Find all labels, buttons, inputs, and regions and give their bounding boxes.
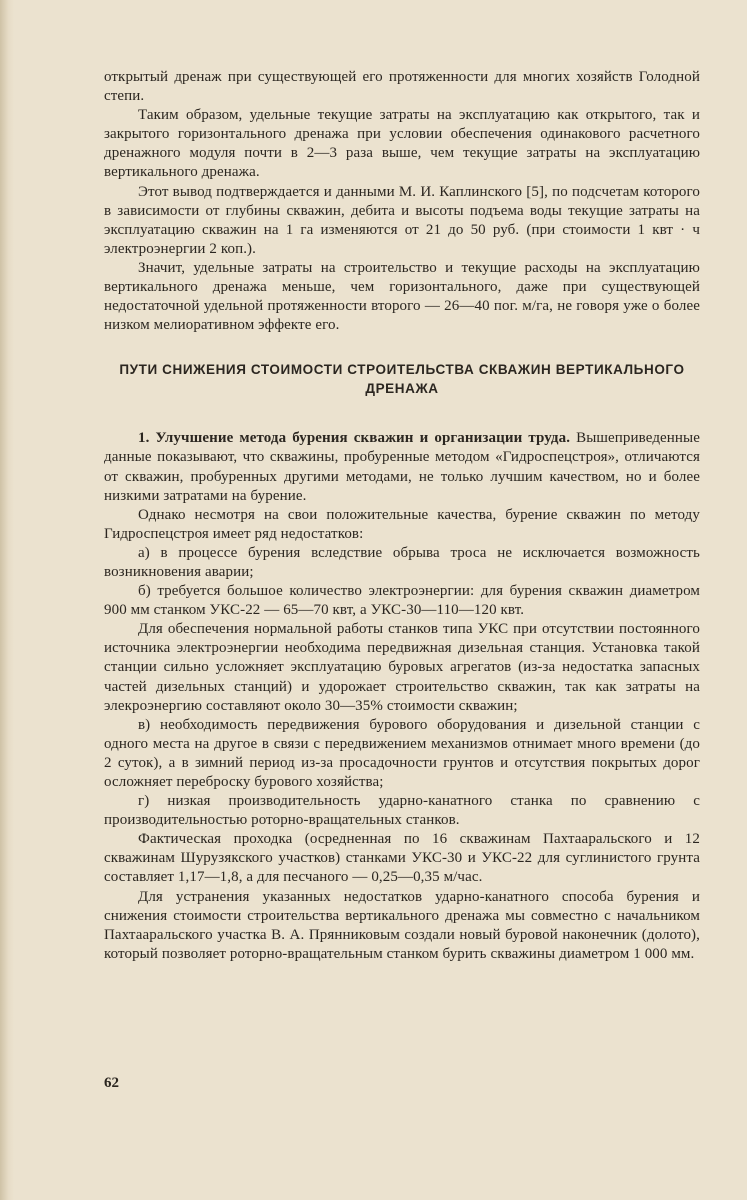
section-lead-rest: Вышеприведенные данные показывают, что скважины, пробуренные методом «Гидроспецстроя», отличаются от скважин, пробуренных другими методами, не только лучшим качеством, но и более низкими затратами на бурение. — [104, 430, 700, 504]
paragraph: Таким образом, удельные текущие затраты на эксплуатацию как открытого, так и закрытого горизонтального дренажа при условии обеспечения одинакового расчетного дренажного модуля почти в 2—3 раза выше, чем текущие затраты на эксплуатацию вертикального дренажа. — [104, 107, 700, 181]
section-heading: ПУТИ СНИЖЕНИЯ СТОИМОСТИ СТРОИТЕЛЬСТВА СКВАЖИН ВЕРТИКАЛЬНОГО ДРЕНАЖА — [119, 362, 685, 397]
paragraph: Этот вывод подтверждается и данными М. И. Каплинского [5], по подсчетам которого в зависимости от глубины скважин, дебита и высоты подъема воды текущие затраты на эксплуатацию скважин на 1 га изменяются от 21 до 50 руб. (при стоимости 1 квт · ч электроэнергии 2 коп.). — [104, 183, 700, 257]
paragraph: Для устранения указанных недостатков ударно-канатного способа бурения и снижения стоимости строительства вертикального дренажа мы совместно с начальником Пахтааральского участка В. А. Прянниковым создали новый буровой наконечник (долото), который позволяет роторно-вращательным станком бурить скважины диаметром 1 000 мм. — [104, 888, 700, 962]
list-item: в) необходимость передвижения бурового оборудования и дизельной станции с одного места на другое в связи с передвижением механизмов отнимает много времени (до 2 суток), а в зимний период из-за просадочности грунтов и отсутствия покрытых дорог осложняет переброску бурового хозяйства; — [104, 716, 700, 790]
paragraph: Фактическая проходка (осредненная по 16 скважинам Пахтааральского и 12 скважинам Шурузякского участков) станками УКС-30 и УКС-22 для суглинистого грунта составляет 1,17—1,8, а для песчаного — 0,25—0,35 м/час. — [104, 831, 700, 886]
paragraph: открытый дренаж при существующей его протяженности для многих хозяйств Голодной степи. — [104, 69, 700, 105]
paragraph: Для обеспечения нормальной работы станков типа УКС при отсутствии постоянного источника электроэнергии необходима передвижная дизельная станция. Установка такой станции сильно усложняет эксплуатацию буровых агрегатов (из-за недостатка запасных частей дизельных станций) и удорожает строительство скважин, так как затраты на элекроэнергию составляют около 30—35% стоимости скважин; — [104, 621, 700, 714]
paragraph: Однако несмотря на свои положительные качества, бурение скважин по методу Гидроспецстроя имеет ряд недостатков: — [104, 506, 700, 542]
page-number: 62 — [104, 1075, 119, 1091]
page-edge — [0, 0, 14, 1200]
section-lead-paragraph — [104, 429, 700, 505]
list-item: а) в процессе бурения вследствие обрыва троса не исключается возможность возникновения аварии; — [104, 544, 700, 580]
section-lead: 1. Улучшение метода бурения скважин и организации труда. — [138, 430, 571, 447]
list-item: б) требуется большое количество электроэнергии: для бурения скважин диаметром 900 мм станком УКС-22 — 65—70 квт, а УКС-30—110—120 квт. — [104, 583, 700, 619]
text-body — [104, 68, 700, 964]
list-item: г) низкая производительность ударно-канатного станка по сравнению с производительностью роторно-вращательных станков. — [104, 793, 700, 829]
paragraph: Значит, удельные затраты на строительство и текущие расходы на эксплуатацию вертикального дренажа меньше, чем горизонтального, даже при существующей недостаточной удельной протяженности второго — 26—40 пог. м/га, не говоря уже о более низком мелиоративном эффекте его. — [104, 259, 700, 334]
